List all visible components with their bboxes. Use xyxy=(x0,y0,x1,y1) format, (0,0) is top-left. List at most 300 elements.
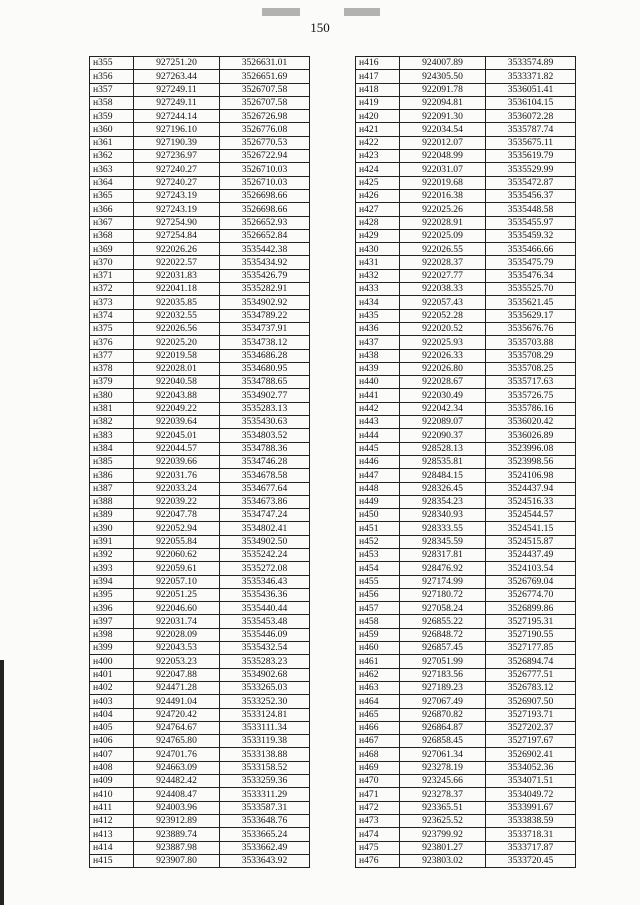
point-id-cell: н465 xyxy=(356,708,400,721)
table-row xyxy=(90,668,310,681)
point-id-cell: н422 xyxy=(356,136,400,149)
table-row xyxy=(90,216,310,229)
x-coordinate-cell: 928345.59 xyxy=(400,535,486,548)
point-id-cell: н357 xyxy=(90,83,134,96)
table-row xyxy=(356,482,576,495)
x-coordinate-cell: 926848.72 xyxy=(400,628,486,641)
table-row xyxy=(356,442,576,455)
y-coordinate-cell: 3533648.76 xyxy=(220,814,310,827)
x-coordinate-cell: 922019.68 xyxy=(400,176,486,189)
y-coordinate-cell: 3526710.03 xyxy=(220,163,310,176)
point-id-cell: н473 xyxy=(356,814,400,827)
table-row xyxy=(90,482,310,495)
y-coordinate-cell: 3526777.51 xyxy=(486,668,576,681)
scan-smudge xyxy=(262,8,300,16)
y-coordinate-cell: 3535448.58 xyxy=(486,203,576,216)
point-id-cell: н444 xyxy=(356,429,400,442)
x-coordinate-cell: 922028.01 xyxy=(134,362,220,375)
table-row xyxy=(90,854,310,867)
point-id-cell: н436 xyxy=(356,322,400,335)
y-coordinate-cell: 3526652.84 xyxy=(220,229,310,242)
x-coordinate-cell: 926870.82 xyxy=(400,708,486,721)
table-row xyxy=(90,229,310,242)
point-id-cell: н413 xyxy=(90,828,134,841)
y-coordinate-cell: 3524541.15 xyxy=(486,522,576,535)
x-coordinate-cell: 924003.96 xyxy=(134,801,220,814)
table-row xyxy=(356,509,576,522)
table-row xyxy=(356,189,576,202)
x-coordinate-cell: 922046.60 xyxy=(134,602,220,615)
point-id-cell: н403 xyxy=(90,695,134,708)
x-coordinate-cell: 924765.80 xyxy=(134,735,220,748)
point-id-cell: н451 xyxy=(356,522,400,535)
y-coordinate-cell: 3533587.31 xyxy=(220,801,310,814)
x-coordinate-cell: 927254.90 xyxy=(134,216,220,229)
point-id-cell: н455 xyxy=(356,575,400,588)
x-coordinate-cell: 922016.38 xyxy=(400,189,486,202)
x-coordinate-cell: 926858.45 xyxy=(400,735,486,748)
point-id-cell: н397 xyxy=(90,615,134,628)
table-row xyxy=(356,203,576,216)
point-id-cell: н434 xyxy=(356,296,400,309)
table-row xyxy=(90,189,310,202)
point-id-cell: н367 xyxy=(90,216,134,229)
table-row xyxy=(90,96,310,109)
x-coordinate-cell: 924482.42 xyxy=(134,775,220,788)
x-coordinate-cell: 928333.55 xyxy=(400,522,486,535)
table-row xyxy=(356,296,576,309)
table-row xyxy=(356,735,576,748)
point-id-cell: н369 xyxy=(90,243,134,256)
x-coordinate-cell: 922028.37 xyxy=(400,256,486,269)
y-coordinate-cell: 3534052.36 xyxy=(486,761,576,774)
x-coordinate-cell: 922030.49 xyxy=(400,389,486,402)
table-row xyxy=(356,402,576,415)
coordinates-table-right xyxy=(355,56,576,868)
y-coordinate-cell: 3535430.63 xyxy=(220,416,310,429)
x-coordinate-cell: 928484.15 xyxy=(400,469,486,482)
y-coordinate-cell: 3534789.22 xyxy=(220,309,310,322)
point-id-cell: н420 xyxy=(356,110,400,123)
y-coordinate-cell: 3526899.86 xyxy=(486,602,576,615)
table-row xyxy=(90,376,310,389)
table-row xyxy=(356,70,576,83)
x-coordinate-cell: 923799.92 xyxy=(400,828,486,841)
point-id-cell: н390 xyxy=(90,522,134,535)
y-coordinate-cell: 3534686.28 xyxy=(220,349,310,362)
x-coordinate-cell: 922025.26 xyxy=(400,203,486,216)
x-coordinate-cell: 927196.10 xyxy=(134,123,220,136)
y-coordinate-cell: 3534673.86 xyxy=(220,495,310,508)
point-id-cell: н454 xyxy=(356,562,400,575)
table-row xyxy=(356,708,576,721)
x-coordinate-cell: 922055.84 xyxy=(134,535,220,548)
x-coordinate-cell: 927061.34 xyxy=(400,748,486,761)
x-coordinate-cell: 923245.66 xyxy=(400,775,486,788)
table-row xyxy=(90,748,310,761)
table-row xyxy=(356,349,576,362)
table-row xyxy=(356,309,576,322)
table-row xyxy=(356,814,576,827)
y-coordinate-cell: 3535708.29 xyxy=(486,349,576,362)
point-id-cell: н407 xyxy=(90,748,134,761)
y-coordinate-cell: 3524515.87 xyxy=(486,535,576,548)
point-id-cell: н474 xyxy=(356,828,400,841)
y-coordinate-cell: 3534677.64 xyxy=(220,482,310,495)
point-id-cell: н472 xyxy=(356,801,400,814)
point-id-cell: н438 xyxy=(356,349,400,362)
point-id-cell: н365 xyxy=(90,189,134,202)
page-number: 150 xyxy=(310,20,330,35)
x-coordinate-cell: 922026.26 xyxy=(134,243,220,256)
y-coordinate-cell: 3533662.49 xyxy=(220,841,310,854)
table-row xyxy=(90,562,310,575)
point-id-cell: н358 xyxy=(90,96,134,109)
x-coordinate-cell: 922042.34 xyxy=(400,402,486,415)
point-id-cell: н424 xyxy=(356,163,400,176)
table-row xyxy=(90,203,310,216)
x-coordinate-cell: 923278.19 xyxy=(400,761,486,774)
table-row xyxy=(90,602,310,615)
table-row xyxy=(90,243,310,256)
table-row xyxy=(356,322,576,335)
table-row xyxy=(356,110,576,123)
x-coordinate-cell: 922025.93 xyxy=(400,336,486,349)
x-coordinate-cell: 927244.14 xyxy=(134,110,220,123)
point-id-cell: н359 xyxy=(90,110,134,123)
point-id-cell: н396 xyxy=(90,602,134,615)
table-row xyxy=(356,602,576,615)
x-coordinate-cell: 922035.85 xyxy=(134,296,220,309)
x-coordinate-cell: 927249.11 xyxy=(134,83,220,96)
table-row xyxy=(356,256,576,269)
y-coordinate-cell: 3536020.42 xyxy=(486,416,576,429)
y-coordinate-cell: 3534680.95 xyxy=(220,362,310,375)
point-id-cell: н364 xyxy=(90,176,134,189)
table-row xyxy=(90,788,310,801)
table-row xyxy=(90,322,310,335)
y-coordinate-cell: 3524103.54 xyxy=(486,562,576,575)
table-row xyxy=(90,57,310,70)
point-id-cell: н414 xyxy=(90,841,134,854)
point-id-cell: н383 xyxy=(90,429,134,442)
y-coordinate-cell: 3534737.91 xyxy=(220,322,310,335)
point-id-cell: н475 xyxy=(356,841,400,854)
y-coordinate-cell: 3535436.36 xyxy=(220,588,310,601)
x-coordinate-cell: 922043.88 xyxy=(134,389,220,402)
point-id-cell: н410 xyxy=(90,788,134,801)
x-coordinate-cell: 922031.83 xyxy=(134,269,220,282)
point-id-cell: н415 xyxy=(90,854,134,867)
x-coordinate-cell: 922048.99 xyxy=(400,150,486,163)
table-row xyxy=(356,801,576,814)
point-id-cell: н378 xyxy=(90,362,134,375)
y-coordinate-cell: 3524437.49 xyxy=(486,548,576,561)
point-id-cell: н379 xyxy=(90,376,134,389)
x-coordinate-cell: 927263.44 xyxy=(134,70,220,83)
y-coordinate-cell: 3533720.45 xyxy=(486,854,576,867)
y-coordinate-cell: 3526907.50 xyxy=(486,695,576,708)
x-coordinate-cell: 923365.51 xyxy=(400,801,486,814)
y-coordinate-cell: 3533119.38 xyxy=(220,735,310,748)
y-coordinate-cell: 3533265.03 xyxy=(220,681,310,694)
x-coordinate-cell: 926855.22 xyxy=(400,615,486,628)
point-id-cell: н463 xyxy=(356,681,400,694)
point-id-cell: н372 xyxy=(90,283,134,296)
y-coordinate-cell: 3527195.31 xyxy=(486,615,576,628)
table-row xyxy=(90,269,310,282)
point-id-cell: н439 xyxy=(356,362,400,375)
y-coordinate-cell: 3533158.52 xyxy=(220,761,310,774)
y-coordinate-cell: 3535346.43 xyxy=(220,575,310,588)
x-coordinate-cell: 922039.22 xyxy=(134,495,220,508)
table-row xyxy=(356,336,576,349)
y-coordinate-cell: 3535453.48 xyxy=(220,615,310,628)
table-row xyxy=(356,495,576,508)
y-coordinate-cell: 3533643.92 xyxy=(220,854,310,867)
table-row xyxy=(356,642,576,655)
point-id-cell: н363 xyxy=(90,163,134,176)
table-row xyxy=(356,562,576,575)
table-row xyxy=(356,841,576,854)
y-coordinate-cell: 3533138.88 xyxy=(220,748,310,761)
y-coordinate-cell: 3536051.41 xyxy=(486,83,576,96)
table-row xyxy=(90,389,310,402)
table-row xyxy=(90,150,310,163)
table-row xyxy=(90,136,310,149)
point-id-cell: н411 xyxy=(90,801,134,814)
table-row xyxy=(90,535,310,548)
x-coordinate-cell: 922059.61 xyxy=(134,562,220,575)
point-id-cell: н406 xyxy=(90,735,134,748)
x-coordinate-cell: 927236.97 xyxy=(134,150,220,163)
x-coordinate-cell: 923889.74 xyxy=(134,828,220,841)
x-coordinate-cell: 922038.33 xyxy=(400,283,486,296)
point-id-cell: н400 xyxy=(90,655,134,668)
x-coordinate-cell: 922090.37 xyxy=(400,429,486,442)
y-coordinate-cell: 3535432.54 xyxy=(220,642,310,655)
x-coordinate-cell: 922028.91 xyxy=(400,216,486,229)
point-id-cell: н391 xyxy=(90,535,134,548)
x-coordinate-cell: 923801.27 xyxy=(400,841,486,854)
y-coordinate-cell: 3533991.67 xyxy=(486,801,576,814)
point-id-cell: н466 xyxy=(356,721,400,734)
x-coordinate-cell: 922052.28 xyxy=(400,309,486,322)
y-coordinate-cell: 3526631.01 xyxy=(220,57,310,70)
x-coordinate-cell: 926857.45 xyxy=(400,642,486,655)
point-id-cell: н409 xyxy=(90,775,134,788)
table-row xyxy=(356,96,576,109)
y-coordinate-cell: 3535726.75 xyxy=(486,389,576,402)
table-row xyxy=(356,216,576,229)
y-coordinate-cell: 3535525.70 xyxy=(486,283,576,296)
y-coordinate-cell: 3534746.28 xyxy=(220,455,310,468)
y-coordinate-cell: 3527190.55 xyxy=(486,628,576,641)
table-row xyxy=(90,336,310,349)
x-coordinate-cell: 922027.77 xyxy=(400,269,486,282)
point-id-cell: н408 xyxy=(90,761,134,774)
y-coordinate-cell: 3535283.23 xyxy=(220,655,310,668)
table-row xyxy=(356,57,576,70)
point-id-cell: н470 xyxy=(356,775,400,788)
point-id-cell: н418 xyxy=(356,83,400,96)
x-coordinate-cell: 927240.27 xyxy=(134,163,220,176)
x-coordinate-cell: 924007.89 xyxy=(400,57,486,70)
x-coordinate-cell: 927180.72 xyxy=(400,588,486,601)
y-coordinate-cell: 3526769.04 xyxy=(486,575,576,588)
point-id-cell: н421 xyxy=(356,123,400,136)
point-id-cell: н462 xyxy=(356,668,400,681)
point-id-cell: н445 xyxy=(356,442,400,455)
point-id-cell: н380 xyxy=(90,389,134,402)
point-id-cell: н395 xyxy=(90,588,134,601)
table-row xyxy=(356,416,576,429)
point-id-cell: н430 xyxy=(356,243,400,256)
point-id-cell: н450 xyxy=(356,509,400,522)
x-coordinate-cell: 922094.81 xyxy=(400,96,486,109)
x-coordinate-cell: 924408.47 xyxy=(134,788,220,801)
x-coordinate-cell: 924720.42 xyxy=(134,708,220,721)
point-id-cell: н464 xyxy=(356,695,400,708)
y-coordinate-cell: 3533717.87 xyxy=(486,841,576,854)
y-coordinate-cell: 3534678.58 xyxy=(220,469,310,482)
y-coordinate-cell: 3526774.70 xyxy=(486,588,576,601)
y-coordinate-cell: 3534803.52 xyxy=(220,429,310,442)
y-coordinate-cell: 3536026.89 xyxy=(486,429,576,442)
x-coordinate-cell: 922028.67 xyxy=(400,376,486,389)
table-row xyxy=(356,376,576,389)
table-row xyxy=(90,416,310,429)
table-row xyxy=(90,455,310,468)
x-coordinate-cell: 927190.39 xyxy=(134,136,220,149)
x-coordinate-cell: 928326.45 xyxy=(400,482,486,495)
table-row xyxy=(356,828,576,841)
x-coordinate-cell: 922057.43 xyxy=(400,296,486,309)
table-row xyxy=(356,788,576,801)
point-id-cell: н447 xyxy=(356,469,400,482)
y-coordinate-cell: 3535434.92 xyxy=(220,256,310,269)
y-coordinate-cell: 3535446.09 xyxy=(220,628,310,641)
point-id-cell: н443 xyxy=(356,416,400,429)
table-row xyxy=(90,402,310,415)
table-row xyxy=(90,828,310,841)
point-id-cell: н366 xyxy=(90,203,134,216)
y-coordinate-cell: 3535787.74 xyxy=(486,123,576,136)
point-id-cell: н427 xyxy=(356,203,400,216)
y-coordinate-cell: 3526776.08 xyxy=(220,123,310,136)
table-row xyxy=(90,841,310,854)
y-coordinate-cell: 3533252.30 xyxy=(220,695,310,708)
point-id-cell: н404 xyxy=(90,708,134,721)
y-coordinate-cell: 3536104.15 xyxy=(486,96,576,109)
x-coordinate-cell: 922040.58 xyxy=(134,376,220,389)
point-id-cell: н467 xyxy=(356,735,400,748)
y-coordinate-cell: 3524516.33 xyxy=(486,495,576,508)
point-id-cell: н442 xyxy=(356,402,400,415)
x-coordinate-cell: 927251.20 xyxy=(134,57,220,70)
x-coordinate-cell: 927240.27 xyxy=(134,176,220,189)
y-coordinate-cell: 3535472.87 xyxy=(486,176,576,189)
x-coordinate-cell: 923278.37 xyxy=(400,788,486,801)
table-row xyxy=(90,296,310,309)
coordinates-table-left xyxy=(89,56,310,868)
table-row xyxy=(90,735,310,748)
table-row xyxy=(90,309,310,322)
y-coordinate-cell: 3535619.79 xyxy=(486,150,576,163)
table-row xyxy=(356,123,576,136)
x-coordinate-cell: 922033.24 xyxy=(134,482,220,495)
x-coordinate-cell: 923625.52 xyxy=(400,814,486,827)
y-coordinate-cell: 3527177.85 xyxy=(486,642,576,655)
point-id-cell: н416 xyxy=(356,57,400,70)
y-coordinate-cell: 3535786.16 xyxy=(486,402,576,415)
point-id-cell: н382 xyxy=(90,416,134,429)
table-row xyxy=(356,269,576,282)
y-coordinate-cell: 3535283.13 xyxy=(220,402,310,415)
y-coordinate-cell: 3533259.36 xyxy=(220,775,310,788)
table-row xyxy=(90,695,310,708)
point-id-cell: н457 xyxy=(356,602,400,615)
table-row xyxy=(356,854,576,867)
table-row xyxy=(356,761,576,774)
x-coordinate-cell: 927058.24 xyxy=(400,602,486,615)
y-coordinate-cell: 3523996.08 xyxy=(486,442,576,455)
table-row xyxy=(90,442,310,455)
point-id-cell: н456 xyxy=(356,588,400,601)
point-id-cell: н458 xyxy=(356,615,400,628)
y-coordinate-cell: 3523998.56 xyxy=(486,455,576,468)
y-coordinate-cell: 3533371.82 xyxy=(486,70,576,83)
table-row xyxy=(90,708,310,721)
table-row xyxy=(90,775,310,788)
y-coordinate-cell: 3535475.79 xyxy=(486,256,576,269)
x-coordinate-cell: 922026.56 xyxy=(134,322,220,335)
y-coordinate-cell: 3535272.08 xyxy=(220,562,310,575)
y-coordinate-cell: 3534738.12 xyxy=(220,336,310,349)
point-id-cell: н356 xyxy=(90,70,134,83)
table-row xyxy=(90,469,310,482)
point-id-cell: н392 xyxy=(90,548,134,561)
y-coordinate-cell: 3526698.66 xyxy=(220,189,310,202)
table-row xyxy=(90,615,310,628)
x-coordinate-cell: 924305.50 xyxy=(400,70,486,83)
y-coordinate-cell: 3535455.97 xyxy=(486,216,576,229)
table-row xyxy=(356,176,576,189)
point-id-cell: н402 xyxy=(90,681,134,694)
y-coordinate-cell: 3535466.66 xyxy=(486,243,576,256)
y-coordinate-cell: 3534747.24 xyxy=(220,509,310,522)
y-coordinate-cell: 3527202.37 xyxy=(486,721,576,734)
table-row xyxy=(90,655,310,668)
x-coordinate-cell: 927254.84 xyxy=(134,229,220,242)
x-coordinate-cell: 922052.94 xyxy=(134,522,220,535)
x-coordinate-cell: 928317.81 xyxy=(400,548,486,561)
point-id-cell: н461 xyxy=(356,655,400,668)
x-coordinate-cell: 922053.23 xyxy=(134,655,220,668)
table-row xyxy=(90,522,310,535)
y-coordinate-cell: 3535621.45 xyxy=(486,296,576,309)
table-row xyxy=(90,70,310,83)
y-coordinate-cell: 3526783.12 xyxy=(486,681,576,694)
y-coordinate-cell: 3535242.24 xyxy=(220,548,310,561)
point-id-cell: н393 xyxy=(90,562,134,575)
x-coordinate-cell: 922028.09 xyxy=(134,628,220,641)
x-coordinate-cell: 923803.02 xyxy=(400,854,486,867)
y-coordinate-cell: 3526651.69 xyxy=(220,70,310,83)
x-coordinate-cell: 923887.98 xyxy=(134,841,220,854)
x-coordinate-cell: 926864.87 xyxy=(400,721,486,734)
x-coordinate-cell: 924764.67 xyxy=(134,721,220,734)
